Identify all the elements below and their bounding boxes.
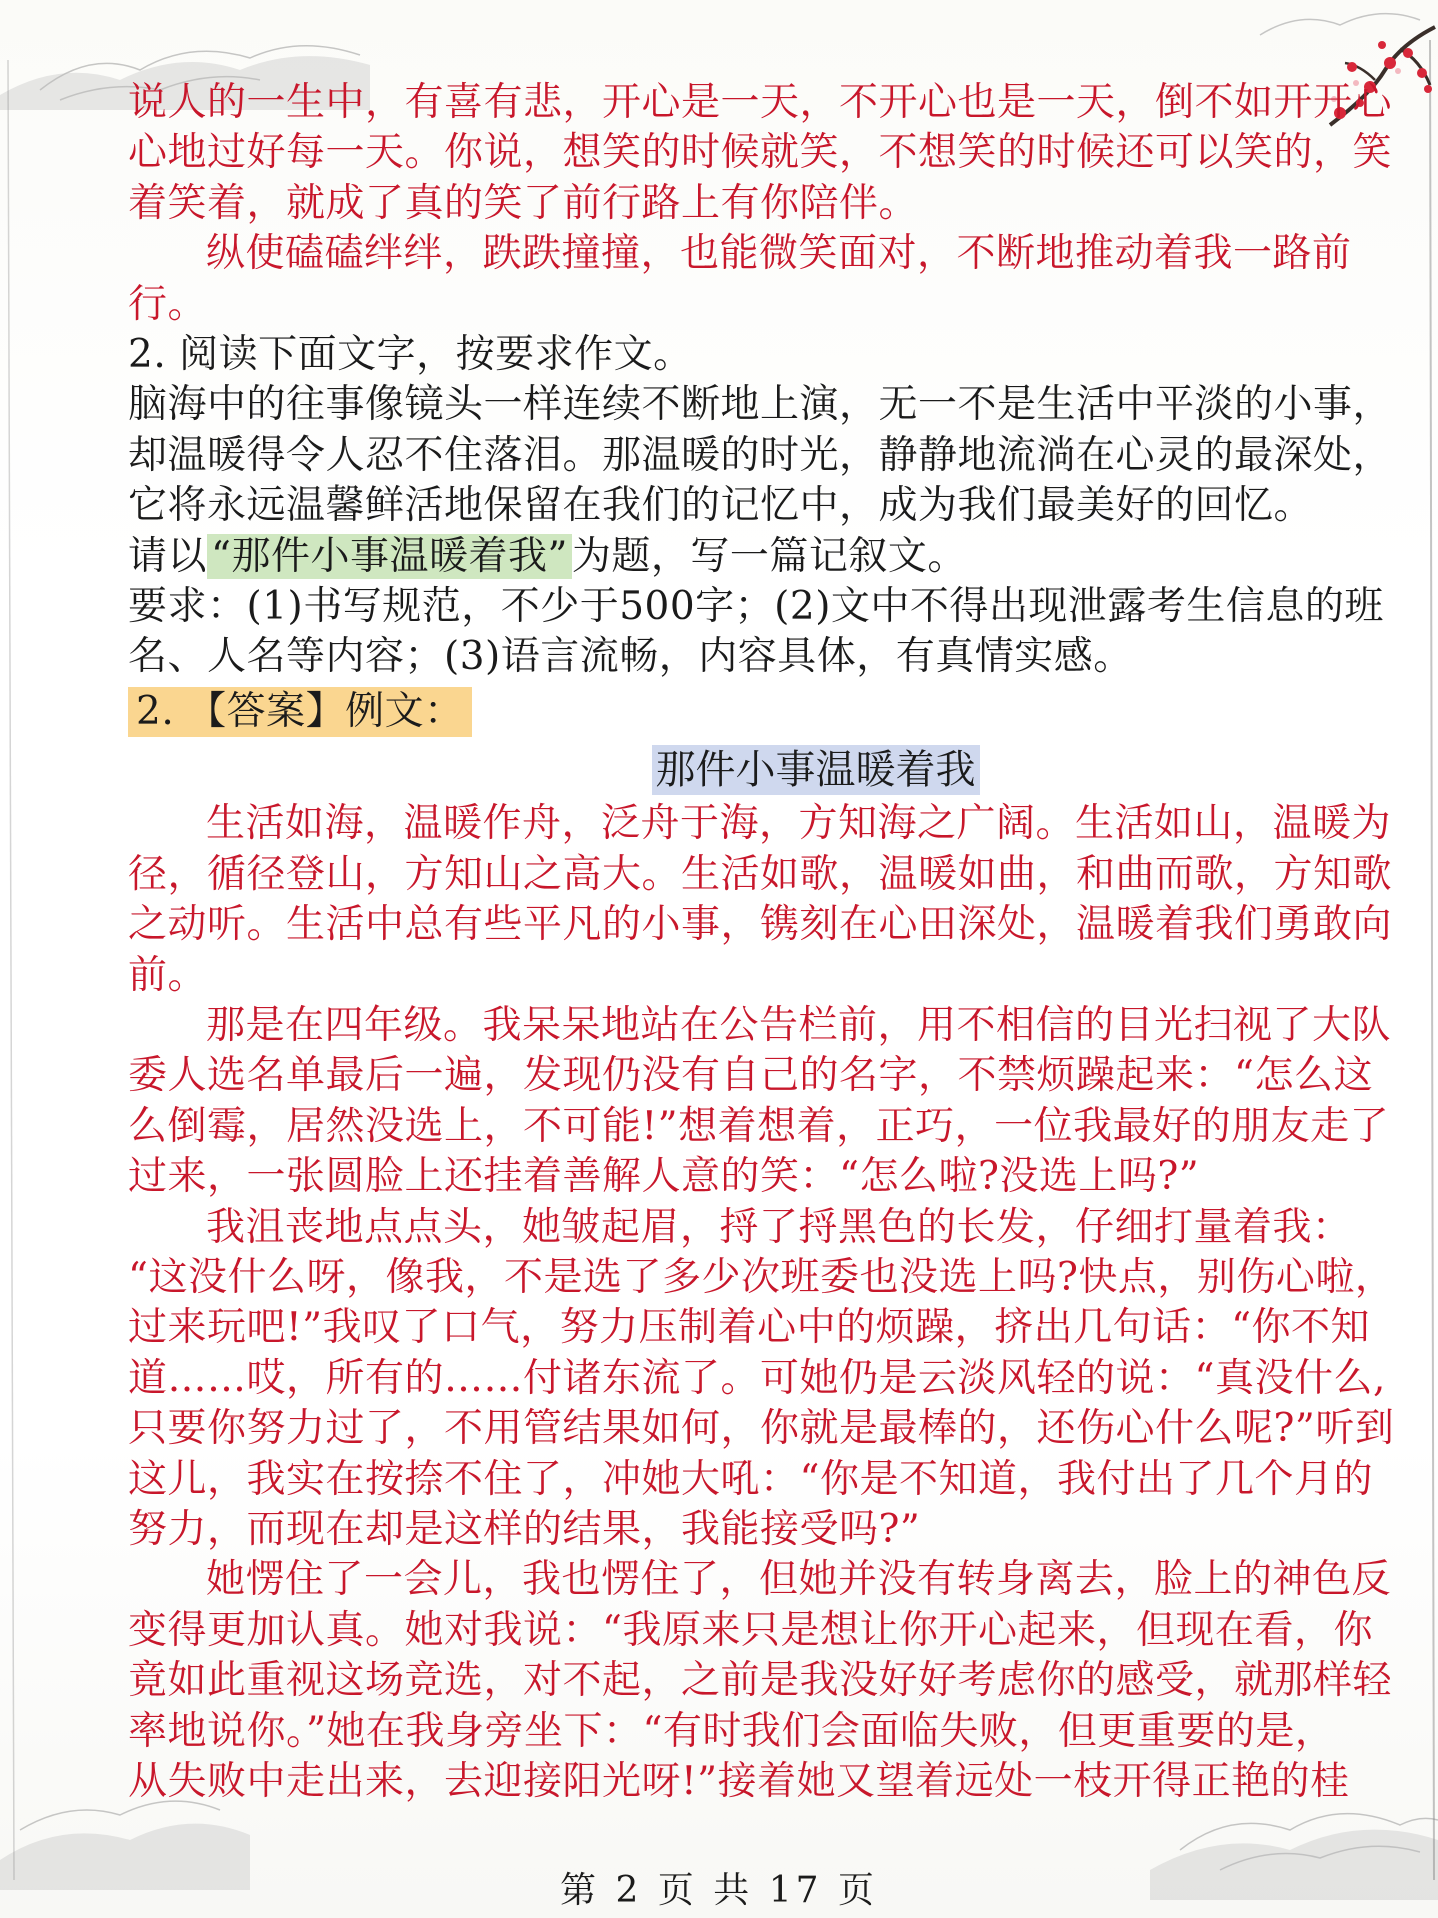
essay-title-row <box>128 745 1373 795</box>
essay-line: 她愣住了一会儿，我也愣住了，但她并没有转身离去，脸上的神色反 <box>206 1557 1392 1603</box>
requirements-line: 要求：(1)书写规范，不少于500字；(2)文中不得出现泄露考生信息的班 <box>128 584 1384 630</box>
essay-line: 之动听。生活中总有些平凡的小事，镌刻在心田深处，温暖着我们勇敢向 <box>128 902 1393 948</box>
essay-line: 那是在四年级。我呆呆地站在公告栏前，用不相信的目光扫视了大队 <box>206 1002 1392 1048</box>
essay-line: 这儿，我实在按捺不住了，冲她大吼：“你是不知道，我付出了几个月的 <box>128 1456 1373 1502</box>
essay-line: 我沮丧地点点头，她皱起眉，捋了捋黑色的长发，仔细打量着我： <box>206 1204 1352 1250</box>
text-line: 着笑着，就成了真的笑了前行路上有你陪伴。 <box>128 180 919 226</box>
page-footer: 第 2 页 共 17 页 <box>560 1870 878 1911</box>
passage-line: 却温暖得令人忍不住落泪。那温暖的时光，静静地流淌在心灵的最深处， <box>128 432 1393 478</box>
essay-line: 过来，一张圆脸上还挂着善解人意的笑：“怎么啦?没选上吗?” <box>128 1154 1200 1200</box>
essay-line: 只要你努力过了，不用管结果如何，你就是最棒的，还伤心什么呢?”听到 <box>128 1406 1395 1452</box>
essay-line: 么倒霉，居然没选上，不可能!”想着想着，正巧，一位我最好的朋友走了 <box>128 1103 1390 1149</box>
essay-line: 竟如此重视这场竞选，对不起，之前是我没好好考虑你的感受，就那样轻 <box>128 1658 1393 1704</box>
essay-line: 率地说你。”她在我身旁坐下：“有时我们会面临失败，但更重要的是， <box>128 1708 1335 1754</box>
passage-line: 它将永远温馨鲜活地保留在我们的记忆中，成为我们最美好的回忆。 <box>128 483 1314 529</box>
text-line: 说人的一生中，有喜有悲，开心是一天，不开心也是一天，倒不如开开心 <box>128 80 1393 125</box>
essay-line: 道……哎，所有的……付诸东流了。可她仍是云淡风轻的说：“真没什么, <box>128 1355 1386 1401</box>
essay-line: 委人选名单最后一遍，发现仍没有自己的名字，不禁烦躁起来：“怎么这 <box>128 1053 1373 1099</box>
previous-essay-ending <box>128 78 1393 330</box>
prompt-suffix: 为题，写一篇记叙文。 <box>571 533 967 579</box>
essay-line: 变得更加认真。她对我说：“我原来只是想让你开心起来，但现在看，你 <box>128 1607 1373 1653</box>
prompt-title-highlight: “那件小事温暖着我” <box>207 534 572 579</box>
passage-line: 脑海中的往事像镜头一样连续不断地上演，无一不是生活中平淡的小事， <box>128 382 1393 428</box>
text-line: 心地过好每一天。你说，想笑的时候就笑，不想笑的时候还可以笑的，笑 <box>128 130 1393 176</box>
essay-line: 前。 <box>128 952 208 998</box>
essay-line: 过来玩吧!”我叹了口气，努力压制着心中的烦躁，挤出几句话：“你不知 <box>128 1305 1371 1351</box>
question-block <box>128 330 1393 683</box>
essay-line: 径，循径登山，方知山之高大。生活如歌，温暖如曲，和曲而歌，方知歌 <box>128 851 1393 897</box>
question-heading: 2. 阅读下面文字，按要求作文。 <box>128 332 693 378</box>
essay-title: 那件小事温暖着我 <box>652 745 980 795</box>
prompt-prefix: 请以 <box>128 533 208 579</box>
essay-line: 生活如海，温暖作舟，泛舟于海，方知海之广阔。生活如山，温暖为 <box>206 801 1392 847</box>
text-line: 行。 <box>128 281 208 327</box>
essay-line: 从失败中走出来，去迎接阳光呀!”接着她又望着远处一枝开得正艳的桂 <box>128 1759 1350 1804</box>
essay-body <box>128 799 1395 1807</box>
answer-label-row <box>128 687 1373 737</box>
answer-label: 2. 【答案】例文： <box>128 687 472 737</box>
essay-line: 努力，而现在却是这样的结果，我能接受吗?” <box>128 1506 921 1552</box>
essay-line: “这没什么呀，像我，不是选了多少次班委也没选上吗?快点，别伤心啦， <box>128 1254 1395 1300</box>
prompt-line <box>128 532 1373 582</box>
requirements-line: 名、人名等内容；(3)语言流畅，内容具体，有真情实感。 <box>128 634 1133 680</box>
text-line: 纵使磕磕绊绊，跌跌撞撞，也能微笑面对，不断地推动着我一路前 <box>206 231 1352 277</box>
document-content <box>128 78 1395 1807</box>
